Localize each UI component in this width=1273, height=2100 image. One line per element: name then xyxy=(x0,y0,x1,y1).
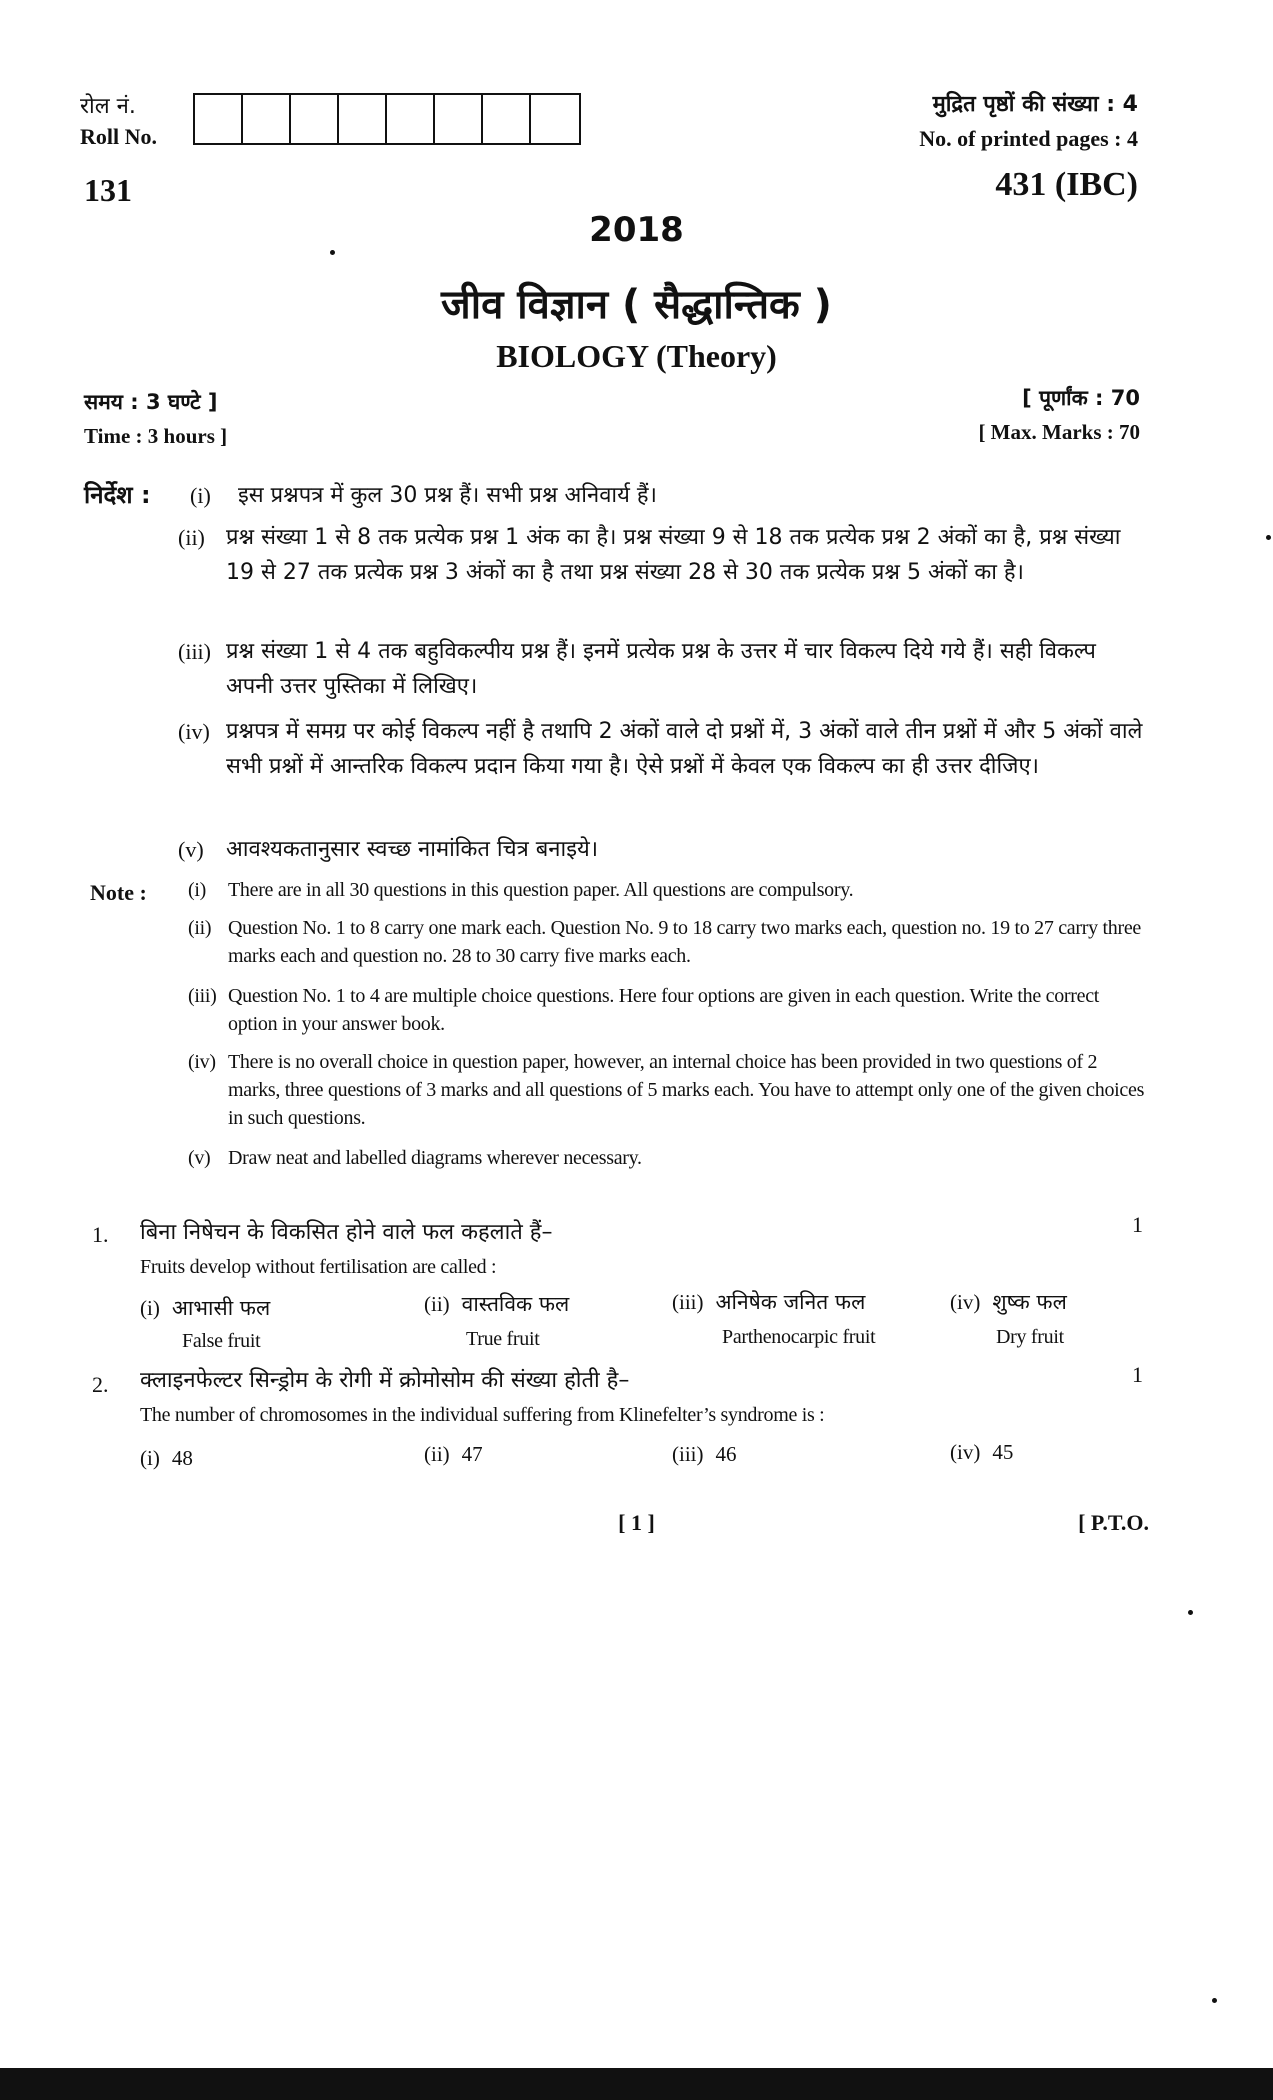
printed-pages-hindi: मुद्रित पृष्ठों की संख्या : 4 xyxy=(932,92,1138,117)
option-number: (iv) xyxy=(950,1290,981,1314)
note-item xyxy=(188,876,1148,904)
question-text-english: Fruits develop without fertilisation are called : xyxy=(140,1256,497,1278)
instruction-hi-item xyxy=(178,714,1148,784)
roll-number-boxes xyxy=(193,93,581,145)
option-text-english: False fruit xyxy=(182,1330,261,1352)
printed-pages-english: No. of printed pages : 4 xyxy=(919,126,1138,151)
note-item xyxy=(188,1048,1148,1132)
roll-digit-box xyxy=(243,95,291,143)
scan-speck xyxy=(1212,1998,1217,2003)
option-text-hindi: वास्तविक फल xyxy=(461,1292,570,1316)
subject-title-hindi: जीव विज्ञान ( सैद्धान्तिक ) xyxy=(441,282,832,328)
note-number: (ii) xyxy=(188,917,212,939)
question-text-english: The number of chromosomes in the individual suffering from Klinefelter’s syndrome is : xyxy=(140,1404,825,1426)
option-number: (i) xyxy=(140,1446,160,1470)
option-item xyxy=(950,1288,1067,1316)
roll-number-label xyxy=(80,92,157,152)
instructions-hindi-label: निर्देश : xyxy=(84,481,151,509)
marks-english: [ Max. Marks : 70 xyxy=(978,420,1140,444)
time-hindi: समय : 3 घण्टे ] xyxy=(84,390,218,414)
note-text: Draw neat and labelled diagrams wherever necessary. xyxy=(228,1147,642,1169)
instruction-number: (i) xyxy=(190,483,211,508)
page-number: [ 1 ] xyxy=(618,1510,655,1535)
option-text-english: Dry fruit xyxy=(996,1326,1064,1348)
option-value: 48 xyxy=(171,1446,193,1470)
note-item xyxy=(188,982,1148,1038)
option-number: (iii) xyxy=(672,1442,704,1466)
question-text-hindi: बिना निषेचन के विकसित होने वाले फल कहलाते हैं– xyxy=(140,1220,553,1245)
option-number: (iv) xyxy=(950,1440,981,1464)
question-marks: 1 xyxy=(1132,1212,1143,1237)
option-number: (iii) xyxy=(672,1290,704,1314)
instruction-hi-item xyxy=(190,478,1160,513)
note-text: There is no overall choice in question paper, however, an internal choice has been provided in two questions of 2 marks, three questions of 3 marks and all questions of 5 marks each. You have to attempt only one of the given choices in such questions. xyxy=(228,1051,1145,1129)
instruction-text: प्रश्नपत्र में समग्र पर कोई विकल्प नहीं है तथापि 2 अंकों वाले दो प्रश्नों में, 3 अंकों वाले तीन प्रश्नों में और 5 अंकों वाले सभी प्रश्नों में आन्तरिक विकल्प प्रदान किया गया है। ऐसे प्रश्नों में केवल एक विकल्प का ही उत्तर दीजिए। xyxy=(226,719,1143,779)
option-item xyxy=(672,1442,737,1467)
roll-label-english: Roll No. xyxy=(80,124,157,149)
roll-digit-box xyxy=(195,95,243,143)
printed-pages-count xyxy=(919,88,1138,156)
note-item xyxy=(188,1144,1148,1172)
roll-digit-box xyxy=(531,95,579,143)
marks-hindi: [ पूर्णांक : 70 xyxy=(1022,386,1140,410)
roll-label-hindi: रोल नं. xyxy=(80,94,136,119)
note-number: (iv) xyxy=(188,1051,216,1073)
instruction-number: (v) xyxy=(178,837,204,862)
roll-digit-box xyxy=(483,95,531,143)
note-text: Question No. 1 to 4 are multiple choice questions. Here four options are given in each question. Write the correct option in your answer book. xyxy=(228,985,1100,1035)
option-item xyxy=(140,1294,270,1322)
note-number: (iii) xyxy=(188,985,217,1007)
option-text-hindi: शुष्क फल xyxy=(992,1290,1067,1314)
roll-digit-box xyxy=(339,95,387,143)
option-value: 47 xyxy=(461,1442,483,1466)
roll-digit-box xyxy=(387,95,435,143)
option-text-hindi: अनिषेक जनित फल xyxy=(715,1290,866,1314)
instruction-text: प्रश्न संख्या 1 से 8 तक प्रत्येक प्रश्न 1 अंक का है। प्रश्न संख्या 9 से 18 तक प्रत्येक प्रश्न 2 अंकों का है, प्रश्न संख्या 19 से 27 तक प्रत्येक प्रश्न 3 अंकों का है तथा प्रश्न संख्या 28 से 30 तक प्रत्येक प्रश्न 5 अंकों का है। xyxy=(226,525,1121,585)
note-item xyxy=(188,914,1148,970)
instruction-text: प्रश्न संख्या 1 से 4 तक बहुविकल्पीय प्रश्न हैं। इनमें प्रत्येक प्रश्न के उत्तर में चार विकल्प दिये गये हैं। सही विकल्प अपनी उत्तर पुस्तिका में लिखिए। xyxy=(226,639,1096,699)
scan-speck xyxy=(1188,1610,1193,1615)
question-text-hindi: क्लाइनफेल्टर सिन्ड्रोम के रोगी में क्रोमोसोम की संख्या होती है– xyxy=(140,1368,630,1393)
scan-speck xyxy=(1266,535,1271,540)
please-turn-over: [ P.T.O. xyxy=(1078,1510,1149,1535)
paper-code-right: 431 (IBC) xyxy=(995,166,1138,203)
option-number: (ii) xyxy=(424,1442,450,1466)
option-text-english: Parthenocarpic fruit xyxy=(722,1326,876,1348)
option-number: (ii) xyxy=(424,1292,450,1316)
instruction-text: आवश्यकतानुसार स्वच्छ नामांकित चित्र बनाइये। xyxy=(226,837,599,862)
instruction-hi-item xyxy=(178,520,1148,590)
question-marks: 1 xyxy=(1132,1362,1143,1387)
note-number: (i) xyxy=(188,879,206,901)
subject-title-english: BIOLOGY (Theory) xyxy=(496,338,777,374)
instructions-english-label: Note : xyxy=(90,880,147,905)
option-value: 45 xyxy=(992,1440,1014,1464)
instruction-number: (iv) xyxy=(178,719,210,744)
option-value: 46 xyxy=(715,1442,737,1466)
note-text: Question No. 1 to 8 carry one mark each. Question No. 9 to 18 carry two marks each, question no. 19 to 27 carry three marks each and question no. 28 to 30 carry five marks each. xyxy=(228,917,1141,967)
option-text-hindi: आभासी फल xyxy=(171,1296,271,1320)
max-marks xyxy=(978,381,1140,449)
roll-digit-box xyxy=(435,95,483,143)
option-item xyxy=(140,1446,193,1471)
time-english: Time : 3 hours ] xyxy=(84,424,228,448)
instruction-hi-item xyxy=(178,832,1148,867)
instruction-hi-item xyxy=(178,634,1148,704)
time-allowed xyxy=(84,385,227,453)
scan-speck xyxy=(330,250,335,255)
instruction-number: (ii) xyxy=(178,525,205,550)
question-number: 1. xyxy=(92,1222,109,1247)
exam-year: 2018 xyxy=(589,210,684,250)
question-number: 2. xyxy=(92,1372,109,1397)
option-item xyxy=(424,1290,569,1318)
paper-code-left: 131 xyxy=(84,172,132,208)
note-text: There are in all 30 questions in this question paper. All questions are compulsory. xyxy=(228,879,854,901)
option-number: (i) xyxy=(140,1296,160,1320)
option-item xyxy=(950,1440,1013,1465)
note-number: (v) xyxy=(188,1147,211,1169)
instruction-text: इस प्रश्नपत्र में कुल 30 प्रश्न हैं। सभी प्रश्न अनिवार्य हैं। xyxy=(238,483,657,508)
instruction-number: (iii) xyxy=(178,639,211,664)
option-item xyxy=(672,1288,865,1316)
option-text-english: True fruit xyxy=(466,1328,540,1350)
scan-border-bar xyxy=(0,2068,1273,2100)
option-item xyxy=(424,1442,483,1467)
roll-digit-box xyxy=(291,95,339,143)
